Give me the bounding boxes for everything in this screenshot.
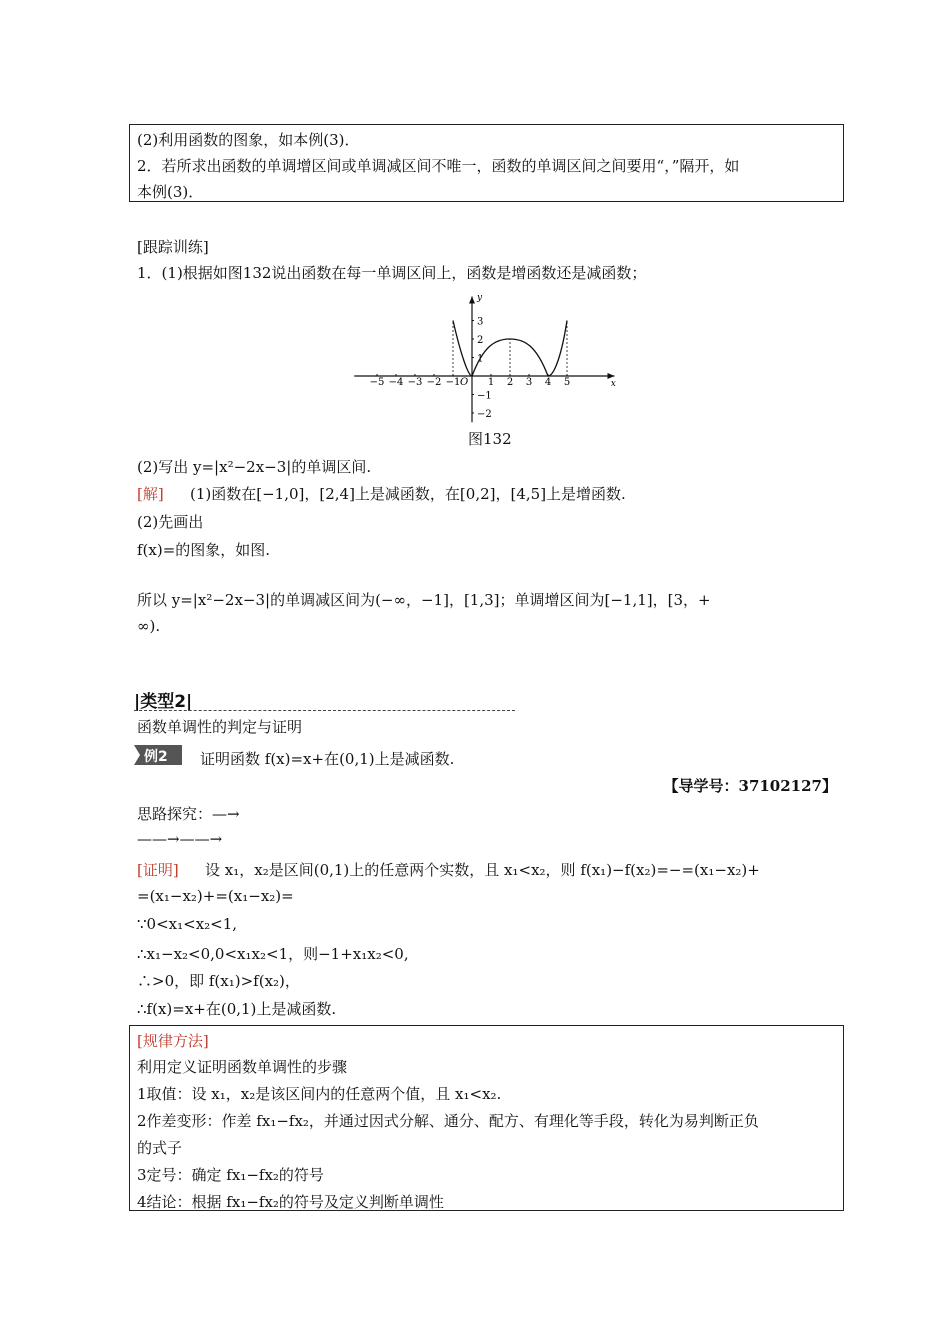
example-badge-label: 例2	[144, 749, 168, 765]
method-line-6: 4结论：根据 fx₁−fx₂的符号及定义判断单调性	[137, 1193, 444, 1211]
proof-line-5: ∴>0，即 f(x₁)>f(x₂)，	[137, 972, 300, 990]
method-title: [规律方法]	[137, 1032, 209, 1050]
x-tick-label: −5	[369, 377, 385, 388]
example-badge	[134, 745, 182, 765]
x-tick-label: −3	[407, 377, 423, 388]
solution-line-5: ∞).	[137, 617, 161, 635]
type-divider	[134, 710, 515, 711]
proof-line-1: 设 x₁，x₂是区间(0,1)上的任意两个实数，且 x₁<x₂，则 f(x₁)−f(x₂)=−=(x₁−x₂)+	[205, 861, 760, 879]
y-tick-label: 3	[477, 316, 484, 328]
method-line-5: 3定号：确定 fx₁−fx₂的符号	[137, 1166, 324, 1184]
x-tick-label: 1	[487, 377, 495, 388]
method-line-4: 的式子	[137, 1139, 183, 1157]
guide-number: 【导学号：37102127】	[663, 777, 837, 795]
x-tick-label: −2	[426, 377, 442, 388]
method-line-3: 2作差变形：作差 fx₁−fx₂，并通过因式分解、通分、配方、有理化等手段，转化为易判断正负	[137, 1112, 759, 1130]
y-axis-arrow	[469, 296, 475, 303]
x-axis-label: x	[610, 379, 616, 389]
x-tick-label: 3	[525, 377, 533, 388]
note-line-3: 本例(3)．	[137, 183, 204, 201]
x-tick-label: 4	[544, 377, 552, 388]
x-tick-label: −1	[445, 377, 461, 388]
x-tick-label: 5	[563, 377, 571, 388]
proof-line-2: =(x₁−x₂)+=(x₁−x₂)=	[137, 887, 294, 905]
practice-question-1: 1．(1)根据如图132说出函数在每一单调区间上，函数是增函数还是减函数；	[137, 264, 647, 282]
y-tick-label: −2	[477, 409, 492, 420]
proof-line-6: ∴f(x)=x+在(0,1)上是减函数.	[137, 1000, 337, 1018]
type-heading: |类型2|	[134, 692, 193, 712]
proof-line-4: ∴x₁−x₂<0,0<x₁x₂<1，则−1+x₁x₂<0,	[137, 945, 409, 963]
note-line-1: (2)利用函数的图象，如本例(3)．	[137, 131, 360, 149]
function-graph	[350, 290, 630, 425]
y-tick-label: 2	[477, 335, 484, 346]
solution-tag: [解]	[137, 485, 164, 503]
origin-label: O	[460, 377, 469, 388]
method-line-2: 1取值：设 x₁，x₂是该区间内的任意两个值，且 x₁<x₂.	[137, 1085, 502, 1103]
solution-line-3: f(x)=的图象，如图.	[137, 541, 271, 559]
practice-question-2: (2)写出 y=|x²−2x−3|的单调区间.	[137, 458, 372, 476]
figure-caption: 图132	[468, 430, 512, 448]
y-tick-label: −1	[477, 390, 492, 402]
example-text: 证明函数 f(x)=x+在(0,1)上是减函数.	[200, 750, 455, 768]
solution-line-2: (2)先画出	[137, 513, 204, 531]
y-tick-label: 1	[477, 353, 484, 365]
thinking-line-2: ——→——→	[137, 830, 223, 848]
solution-line-1: (1)函数在[−1,0]，[2,4]上是减函数，在[0,2]，[4,5]上是增函数.	[190, 485, 626, 503]
x-tick-label: 2	[506, 377, 514, 388]
method-line-1: 利用定义证明函数单调性的步骤	[137, 1058, 348, 1076]
thinking-line-1: 思路探究：—→	[137, 805, 240, 823]
note-line-2: 2．若所求出函数的单调增区间或单调减区间不唯一，函数的单调区间之间要用“，”隔开，如	[137, 157, 740, 175]
x-tick-label: −4	[388, 377, 404, 388]
proof-line-3: ∵0<x₁<x₂<1,	[137, 915, 238, 933]
solution-line-4: 所以 y=|x²−2x−3|的单调减区间为(−∞，−1]，[1,3]；单调增区间为[−1,1]，[3，+	[137, 591, 711, 609]
practice-heading: [跟踪训练]	[137, 238, 209, 256]
type-subtitle: 函数单调性的判定与证明	[137, 718, 303, 736]
proof-tag: [证明]	[137, 861, 179, 879]
y-axis-label: y	[477, 293, 483, 304]
